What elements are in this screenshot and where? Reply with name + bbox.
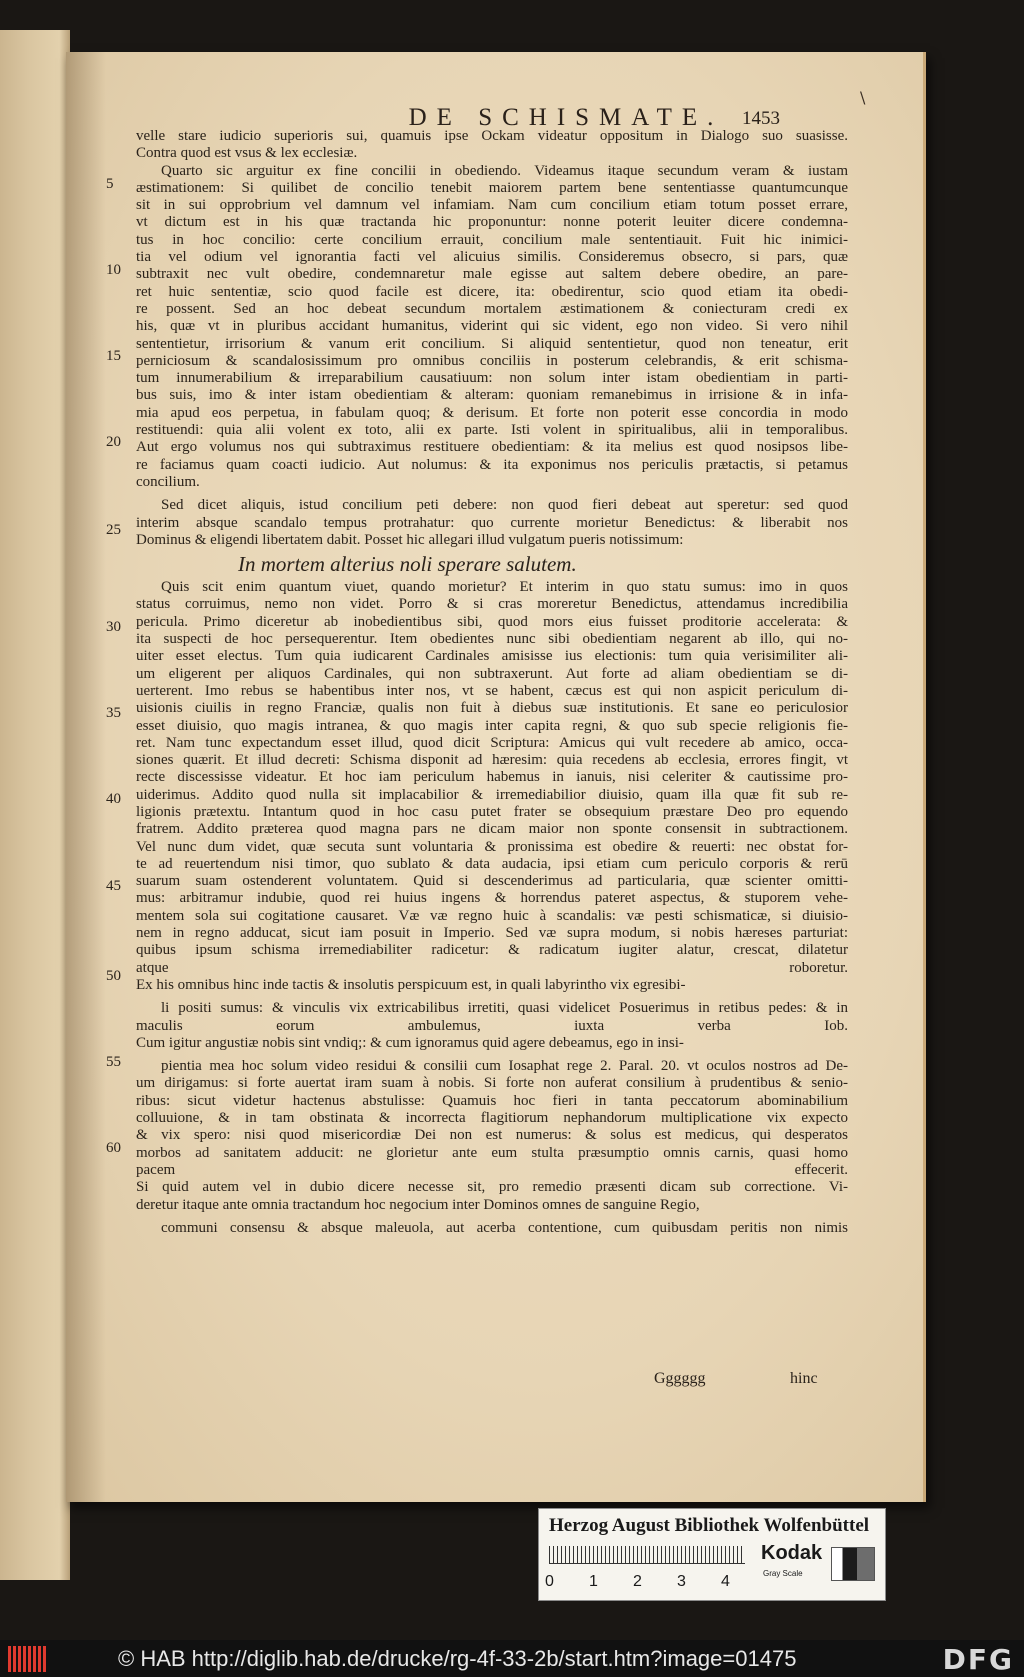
text-line: tia vel odium vel ignorantia facti vel alicuius similis. Consideremus obsecro, si pars, quæ [136, 249, 848, 266]
book-page [66, 52, 926, 1502]
text-line: li positi sumus: & vinculis vix extricabilibus irretiti, quasi videlicet Posuerimus in retibus pedes: & in [161, 1000, 848, 1017]
text-line: Quarto sic arguitur ex fine concilii in obediendo. Videamus itaque secundum veram & iustam [161, 162, 848, 179]
text-line: æstimationem: Si quilibet de concilio tenebit maiorem partem bene sententiasse quantumcunque [136, 179, 848, 196]
text-line: ribus: sicut videtur hactenus abstulisse: Quamuis hoc fieri in tanta peccatorum abominabilium [136, 1092, 848, 1109]
line-number: 20 [106, 434, 121, 450]
gray-scale-label: Gray Scale [763, 1569, 803, 1578]
text-line: um dirigamus: si forte auertat iram suam à nobis. Si forte non auferat consilium à prudentibus & senio- [136, 1075, 848, 1092]
text-line: re faciamus quam coacti iudicio. Aut nolumus: & ita exponimus nos periculis prætactis, si petamus [136, 456, 848, 473]
text-line: Vel nunc dum videt, quæ secuta sunt voluntaria & pronissima est obedire & reuerti: nec obstat for- [136, 838, 848, 855]
text-line: mus: arbitramur indubie, quod rei huius ingens & horrendus pateret aspectus, & stuporem vehe- [136, 890, 848, 907]
color-calibration-card [538, 1508, 886, 1601]
text-line: te ad reuertendum nisi timor, quo sublato & data audacia, ipsi etiam cum periculo corporis & rerū [136, 855, 848, 872]
text-line: restituendi: quia alii volent ex toto, alii ex parte. Isti volent in spiritualibus, alii in temporalibus. [136, 422, 848, 439]
text-line: Cum igitur angustiæ nobis sint vndiq;: & cum ignoramus quid agere debeamus, ego in insi- [136, 1034, 684, 1051]
text-line: siones quærit. Et illud decreti: Schisma disponit ad hæresim: quia recedens ab ecclesia, errores fingit, vt [136, 752, 848, 769]
line-number: 45 [106, 878, 121, 894]
gutter-shadow [66, 52, 106, 1502]
line-number: 35 [106, 705, 121, 721]
text-line: concilium. [136, 473, 200, 490]
footer-bar [0, 1640, 1024, 1677]
text-line: ita suspecti de hoc persequerentur. Item obedientes nunc sibi obedientiam negarent ab illo, qui no- [136, 631, 848, 648]
line-number: 50 [106, 968, 121, 984]
text-line: fratrem. Addito præterea quod magna pars ne dicam maior non sponte consensit in subtractionem. [136, 821, 848, 838]
ruler-number: 3 [677, 1573, 686, 1590]
text-line: Quis scit enim quantum viuet, quando morietur? Et interim in quo statu sumus: imo in quos [161, 579, 848, 596]
text-line: & vix spero: nisi quod misericordiæ Dei non est numerus: & solus est medicus, qui desperatos [136, 1127, 848, 1144]
text-line: ligionis prætextu. Intantum quod in hoc casu putet frater se obsequium præstare Deo pro equendo [136, 803, 848, 820]
text-line: sententietur, irrisorium & vanum erit concilium. Si aliquid sententietur, quod non teneatur, erit [136, 335, 848, 352]
text-line: morbos ad sanitatem adducit: ne glorietur ante eum stulta præsumptio omnis carnis, quasi homo [136, 1144, 848, 1161]
text-line: suarum suam ostenderent voluntatem. Quid si descenderimus ad particularia, quæ scienter omitti- [136, 873, 848, 890]
signature-mark: Gggggg [654, 1370, 706, 1387]
kodak-logo: Kodak [761, 1542, 823, 1564]
text-line: his, quæ vt in pluribus accidant humanitus, viderint qui sic vident, ego non video. Si vero nihil [136, 318, 848, 335]
text-line: Ex his omnibus hinc inde tactis & insolutis perspicuum est, in quali labyrintho vix egresibi- [136, 976, 686, 993]
dfg-logo: DFG [942, 1643, 1014, 1676]
text-line: Sed dicet aliquis, istud concilium peti debere: non quod fieri debeat aut speretur: sed quod [161, 497, 848, 514]
text-line: bus suis, imo & inter istam obedientiam & alteram: quoniam remanebimus in irrisione & in infa- [136, 387, 848, 404]
ruler-number: 0 [545, 1573, 554, 1590]
text-line: quibus ipsum schisma irremediabiliter radicetur: & radicatum iugiter alatur, crescat, dilatetur [136, 942, 848, 959]
text-line: Si quid autem vel in dubio dicere necesse sit, pro remedio præsenti dicam sub correctione. Vi- [136, 1179, 848, 1196]
line-number: 40 [106, 791, 121, 807]
text-line: uerterent. Imo rebus se habentibus inter nos, vt se habent, cæcus est qui non aspicit periculum di- [136, 682, 848, 699]
text-line: tum innumerabilium & irreparabilium causatiuum: non solum inter istam obedientiam in parti- [136, 370, 848, 387]
text-line: interim absque scandalo tempus protrahatur: quo currente morietur Benedictus: & liberabit nos [136, 514, 848, 531]
text-line: maculis eorum ambulemus, iuxta verba Iob. [136, 1017, 848, 1034]
catchword: hinc [790, 1370, 818, 1387]
text-line: colluuione, & in tam obstinata & incorrecta flagitiorum nephandorum multiplicatione vix expecto [136, 1110, 848, 1127]
text-line: uisionis ciuilis in regno Franciæ, qualis non fuit à diebus suæ institutionis. Et sane eo periculosior [136, 700, 848, 717]
text-line: re possent. Sed an hoc debeat secundum mortalem æstimationem & coniecturam credi ex [136, 300, 848, 317]
ruler-number: 1 [589, 1573, 598, 1590]
text-line: communi consensu & absque maleuola, aut acerba contentione, cum quibusdam peritis non nimis [161, 1219, 848, 1236]
text-line: ret huic sententiæ, scio quod facile est dicere, ita: obedirentur, scio quod etiam ita obedi- [136, 283, 848, 300]
line-number: 55 [106, 1054, 121, 1070]
text-line: uiter esset electus. Tum quia iudicarent Cardinales amisisse ius electionis: tum quia verisimiliter ali- [136, 648, 848, 665]
text-line: tus in hoc concilio: certe concilium errauit, concilium male sententiauit. Fuit hic inimici- [136, 231, 848, 248]
line-number: 5 [106, 176, 114, 192]
body-text [136, 128, 848, 1237]
line-number: 15 [106, 348, 121, 364]
folio-number: 1453 [742, 108, 780, 129]
running-head: DE SCHISMATE. [408, 104, 724, 131]
text-line: uiderimus. Addito quod nulla sit implacabilior & irremediabilior diuisio, quam illa quæ fit sub re- [136, 786, 848, 803]
text-line: Dominus & eligendi libertatem dabit. Posset hic allegari illud vulgatum pueris notissimum: [136, 531, 684, 548]
ruler-scale [549, 1546, 745, 1564]
text-line: pacem effecerit. [136, 1161, 848, 1178]
line-number: 25 [106, 522, 121, 538]
institution-label: Herzog August Bibliothek Wolfenbüttel [549, 1515, 870, 1536]
previous-page-edge [0, 30, 70, 1580]
text-line: pientia mea hoc solum video residui & consilii cum Iosaphat rege 2. Paral. 20. vt oculos nostros ad De- [161, 1058, 848, 1075]
text-line: um eligerent per aliquos Cardinales, qui non subtraxerunt. Aut forte ad aliam obedientiam se di- [136, 665, 848, 682]
text-line: vt dictum est in his quæ tractanda hic proponuntur: nonne poterit leuiter dicere condemna- [136, 214, 848, 231]
text-line: sit in sui opprobrium vel damnum vel infamiam. Nam cum concilium etiam totum posset errare, [136, 197, 848, 214]
text-line: mia apud eos perpetua, in fabulam quoq; & derisum. Et forte non poterit esse concordia in modo [136, 404, 848, 421]
text-line: ret. Nam tunc expectandum esset illud, quod dicit Scriptura: Amicus qui vult recedere ab amico, occa- [136, 734, 848, 751]
text-line: Aut ergo volumus nos qui subtraximus restituere obedientiam: & ita melius est quod nosipsos libe- [136, 439, 848, 456]
text-line: recte discessisse videatur. Et hoc iam periculum habemus in ianuis, nisi celeriter & cautissime pro- [136, 769, 848, 786]
page-mark: \ [860, 88, 866, 107]
line-number: 60 [106, 1140, 121, 1156]
text-line: esset diuisio, quo magis intranea, & quo magis inter capita regni, & quo sub specie religionis fie- [136, 717, 848, 734]
credit-link[interactable]: © HAB http://diglib.hab.de/drucke/rg-4f-33-2b/start.htm?image=01475 [118, 1646, 797, 1671]
text-line: deretur itaque ante omnia tractandum hoc negocium inter Dominos omnes de sanguine Regio, [136, 1196, 700, 1213]
text-line: perniciosum & scandalosissimum pro omnibus conciliis in posterum celebrandis, & erit schisma- [136, 352, 848, 369]
text-line: atque roboretur. [136, 959, 848, 976]
text-line: nem in regno adducat, sicut iam posuit in Imperio. Sed væ supra modum, si nobis hæreses parturiat: [136, 925, 848, 942]
line-number: 30 [106, 619, 121, 635]
text-line: Contra quod est vsus & lex ecclesiæ. [136, 145, 358, 162]
text-line: velle stare iudicio superioris sui, quamuis ipse Ockam videatur oppositum in Dialogo suo suasisse. [136, 128, 848, 144]
text-line: status corruimus, nemo non videt. Porro & si cras moreretur Benedictus, attendamus incredibilia [136, 596, 848, 613]
ruler-number: 4 [721, 1573, 730, 1590]
text-line: mentem sola sui cogitatione causaret. Væ væ regno huic à scandalis: væ pesti schismaticæ, si diuisio- [136, 907, 848, 924]
barcode-icon [8, 1646, 46, 1672]
ruler-number: 2 [633, 1573, 642, 1590]
verse-line: In mortem alterius noli sperare salutem. [238, 552, 577, 577]
text-line: subtraxit nec vult obedire, condemnaretur male egisse aut saltem debere obedire, an pare- [136, 266, 848, 283]
text-line: pericula. Primo diceretur ab inobedientibus sibi, quod mors eius fuisset proditorie accelerata: & [136, 613, 848, 630]
line-number: 10 [106, 262, 121, 278]
gray-swatch [831, 1547, 875, 1581]
